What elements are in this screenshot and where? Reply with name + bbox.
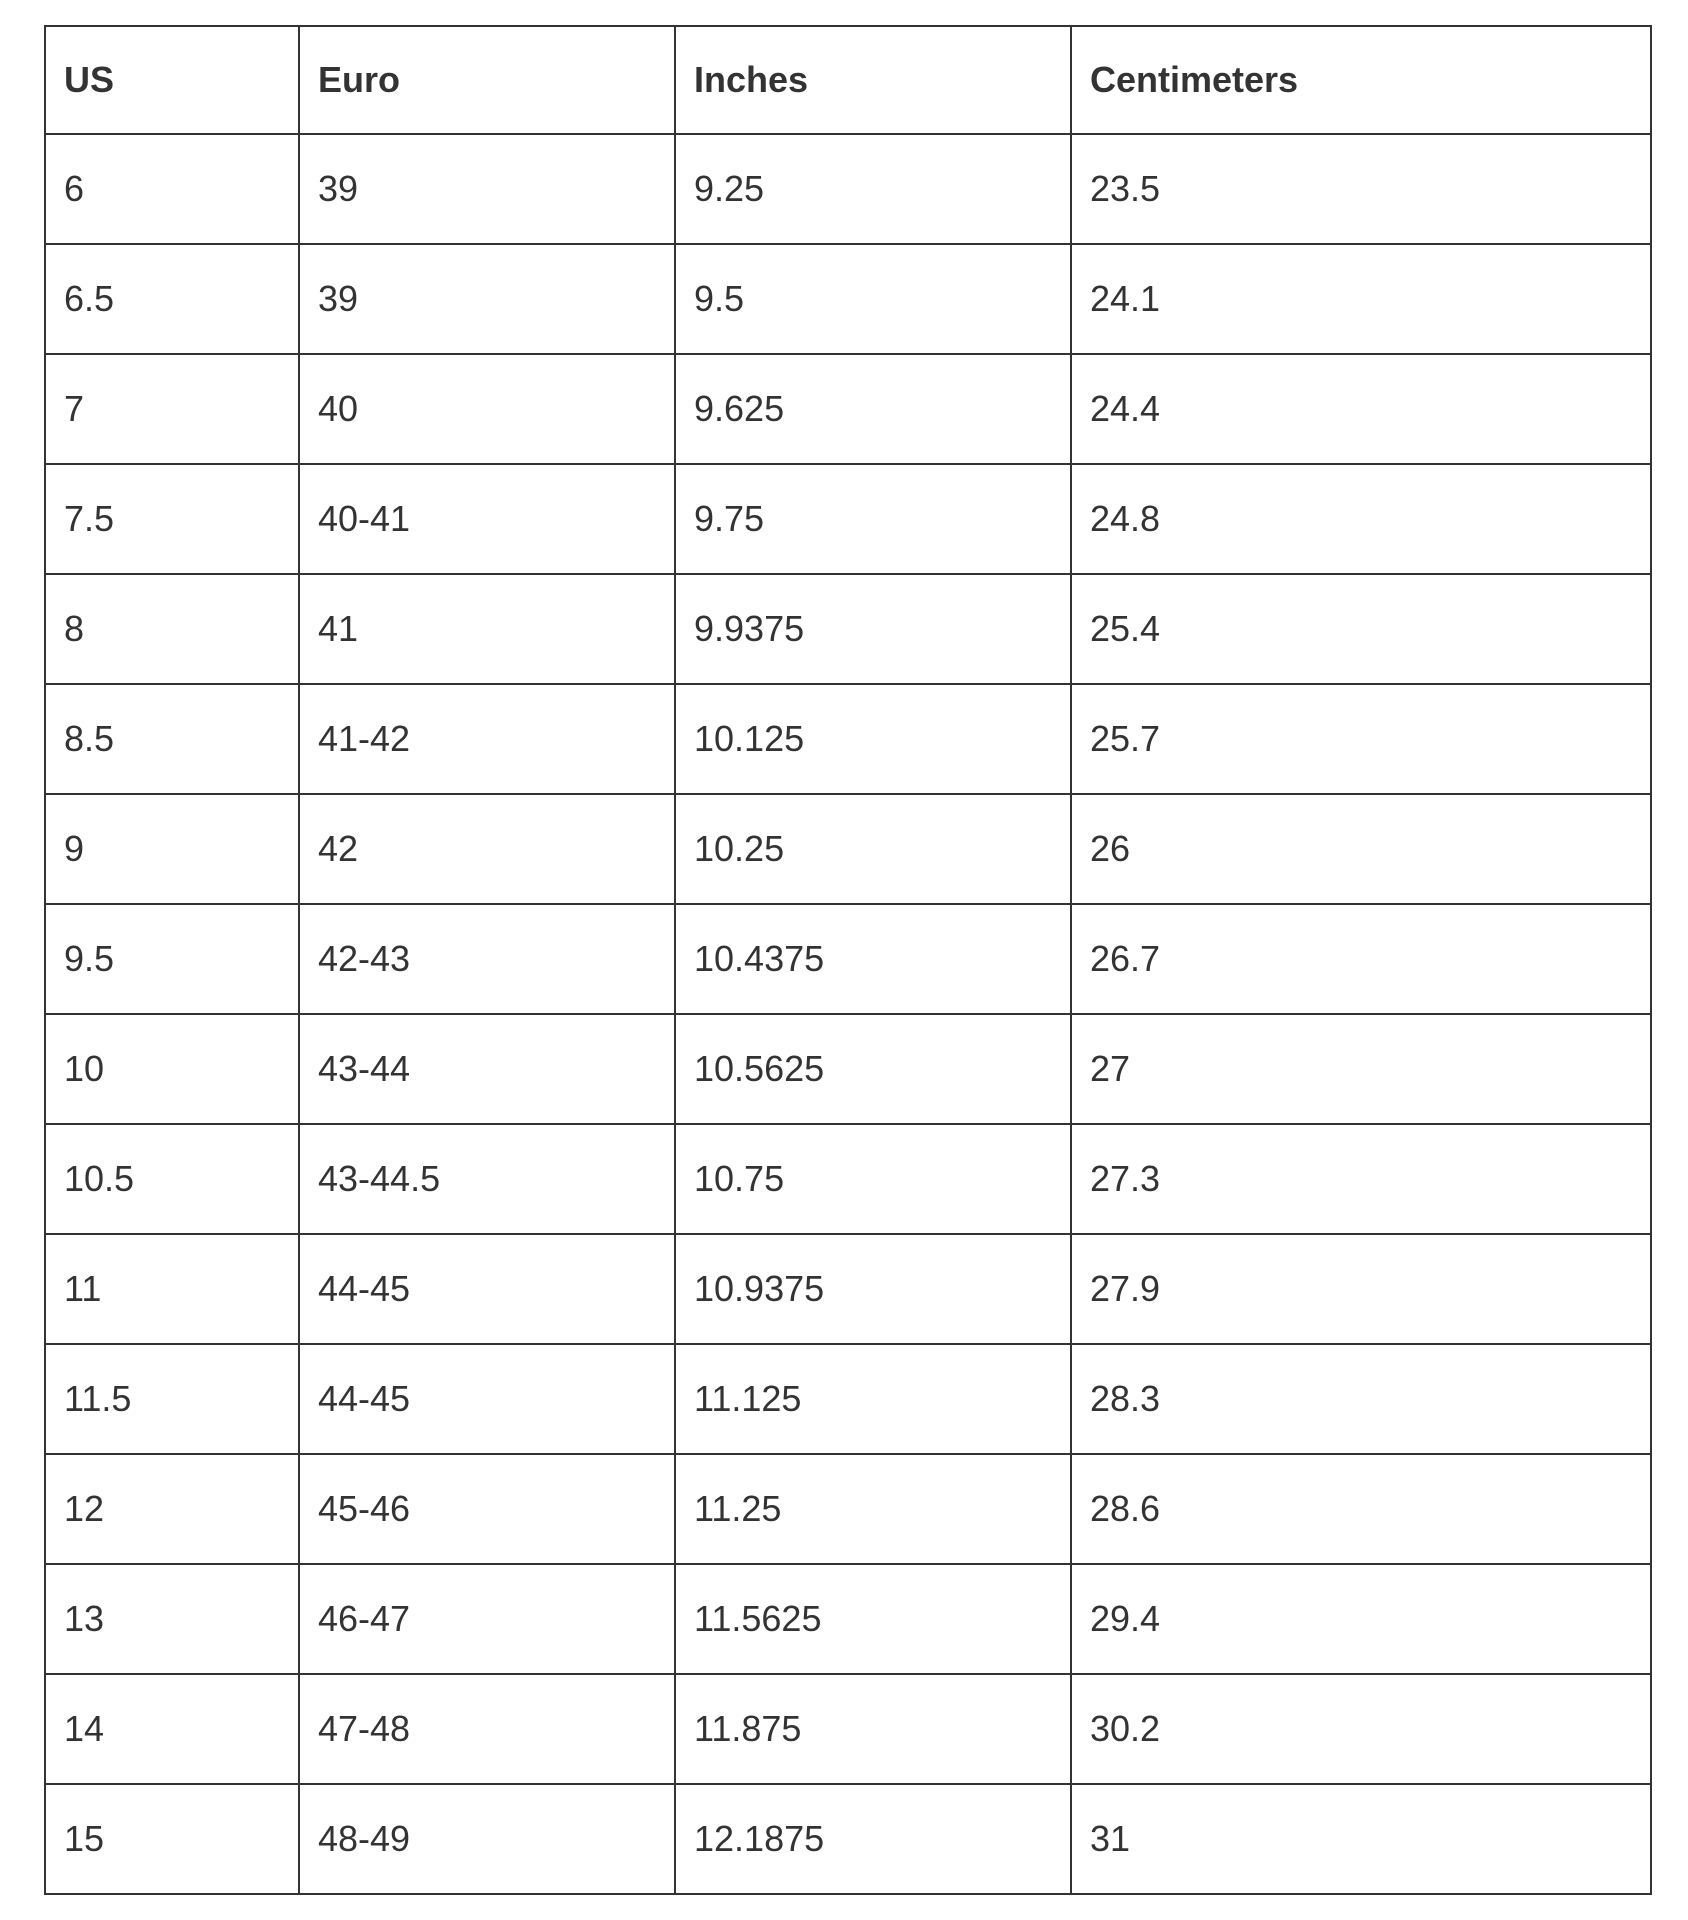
cell-centimeters: 23.5 — [1071, 134, 1651, 244]
cell-euro-size: 48-49 — [299, 1784, 675, 1894]
header-euro: Euro — [299, 26, 675, 134]
cell-us-size: 8.5 — [45, 684, 299, 794]
cell-centimeters: 26 — [1071, 794, 1651, 904]
table-row — [45, 904, 1651, 1014]
table-header — [45, 26, 1651, 134]
cell-centimeters: 24.8 — [1071, 464, 1651, 574]
cell-us-size: 14 — [45, 1674, 299, 1784]
cell-euro-size: 41 — [299, 574, 675, 684]
cell-centimeters: 28.3 — [1071, 1344, 1651, 1454]
cell-euro-size: 40-41 — [299, 464, 675, 574]
cell-us-size: 13 — [45, 1564, 299, 1674]
cell-inches: 9.75 — [675, 464, 1071, 574]
cell-us-size: 10 — [45, 1014, 299, 1124]
cell-euro-size: 43-44.5 — [299, 1124, 675, 1234]
shoe-size-table — [44, 25, 1652, 1895]
table-row — [45, 1124, 1651, 1234]
table-row — [45, 1784, 1651, 1894]
cell-centimeters: 24.1 — [1071, 244, 1651, 354]
table-row — [45, 354, 1651, 464]
cell-inches: 10.75 — [675, 1124, 1071, 1234]
cell-inches: 10.4375 — [675, 904, 1071, 1014]
cell-centimeters: 28.6 — [1071, 1454, 1651, 1564]
cell-us-size: 11 — [45, 1234, 299, 1344]
table-row — [45, 794, 1651, 904]
table-row — [45, 1564, 1651, 1674]
cell-us-size: 6 — [45, 134, 299, 244]
header-centimeters: Centimeters — [1071, 26, 1651, 134]
cell-euro-size: 44-45 — [299, 1344, 675, 1454]
table-row — [45, 1234, 1651, 1344]
cell-us-size: 7.5 — [45, 464, 299, 574]
table-row — [45, 1454, 1651, 1564]
cell-inches: 10.25 — [675, 794, 1071, 904]
cell-centimeters: 27 — [1071, 1014, 1651, 1124]
cell-us-size: 11.5 — [45, 1344, 299, 1454]
cell-centimeters: 24.4 — [1071, 354, 1651, 464]
cell-centimeters: 27.9 — [1071, 1234, 1651, 1344]
cell-us-size: 15 — [45, 1784, 299, 1894]
cell-inches: 9.625 — [675, 354, 1071, 464]
cell-centimeters: 30.2 — [1071, 1674, 1651, 1784]
table-row — [45, 244, 1651, 354]
cell-euro-size: 46-47 — [299, 1564, 675, 1674]
header-inches: Inches — [675, 26, 1071, 134]
cell-inches: 11.5625 — [675, 1564, 1071, 1674]
cell-inches: 11.125 — [675, 1344, 1071, 1454]
cell-centimeters: 31 — [1071, 1784, 1651, 1894]
cell-euro-size: 42 — [299, 794, 675, 904]
cell-euro-size: 40 — [299, 354, 675, 464]
cell-us-size: 8 — [45, 574, 299, 684]
cell-centimeters: 29.4 — [1071, 1564, 1651, 1674]
table-row — [45, 1674, 1651, 1784]
cell-inches: 10.9375 — [675, 1234, 1071, 1344]
cell-euro-size: 39 — [299, 134, 675, 244]
header-us: US — [45, 26, 299, 134]
table-row — [45, 464, 1651, 574]
cell-euro-size: 44-45 — [299, 1234, 675, 1344]
cell-euro-size: 47-48 — [299, 1674, 675, 1784]
cell-us-size: 7 — [45, 354, 299, 464]
table-row — [45, 684, 1651, 794]
cell-us-size: 9 — [45, 794, 299, 904]
cell-euro-size: 45-46 — [299, 1454, 675, 1564]
table-row — [45, 1344, 1651, 1454]
cell-centimeters: 25.4 — [1071, 574, 1651, 684]
table-row — [45, 1014, 1651, 1124]
table-body — [45, 134, 1651, 1894]
cell-inches: 9.5 — [675, 244, 1071, 354]
cell-us-size: 10.5 — [45, 1124, 299, 1234]
cell-inches: 11.25 — [675, 1454, 1071, 1564]
cell-inches: 10.5625 — [675, 1014, 1071, 1124]
cell-centimeters: 27.3 — [1071, 1124, 1651, 1234]
cell-euro-size: 39 — [299, 244, 675, 354]
cell-inches: 10.125 — [675, 684, 1071, 794]
cell-euro-size: 41-42 — [299, 684, 675, 794]
cell-inches: 9.25 — [675, 134, 1071, 244]
cell-us-size: 6.5 — [45, 244, 299, 354]
cell-centimeters: 26.7 — [1071, 904, 1651, 1014]
cell-us-size: 12 — [45, 1454, 299, 1564]
cell-inches: 11.875 — [675, 1674, 1071, 1784]
header-row — [45, 26, 1651, 134]
cell-euro-size: 42-43 — [299, 904, 675, 1014]
table-row — [45, 134, 1651, 244]
cell-centimeters: 25.7 — [1071, 684, 1651, 794]
cell-inches: 9.9375 — [675, 574, 1071, 684]
table-row — [45, 574, 1651, 684]
cell-euro-size: 43-44 — [299, 1014, 675, 1124]
cell-us-size: 9.5 — [45, 904, 299, 1014]
cell-inches: 12.1875 — [675, 1784, 1071, 1894]
